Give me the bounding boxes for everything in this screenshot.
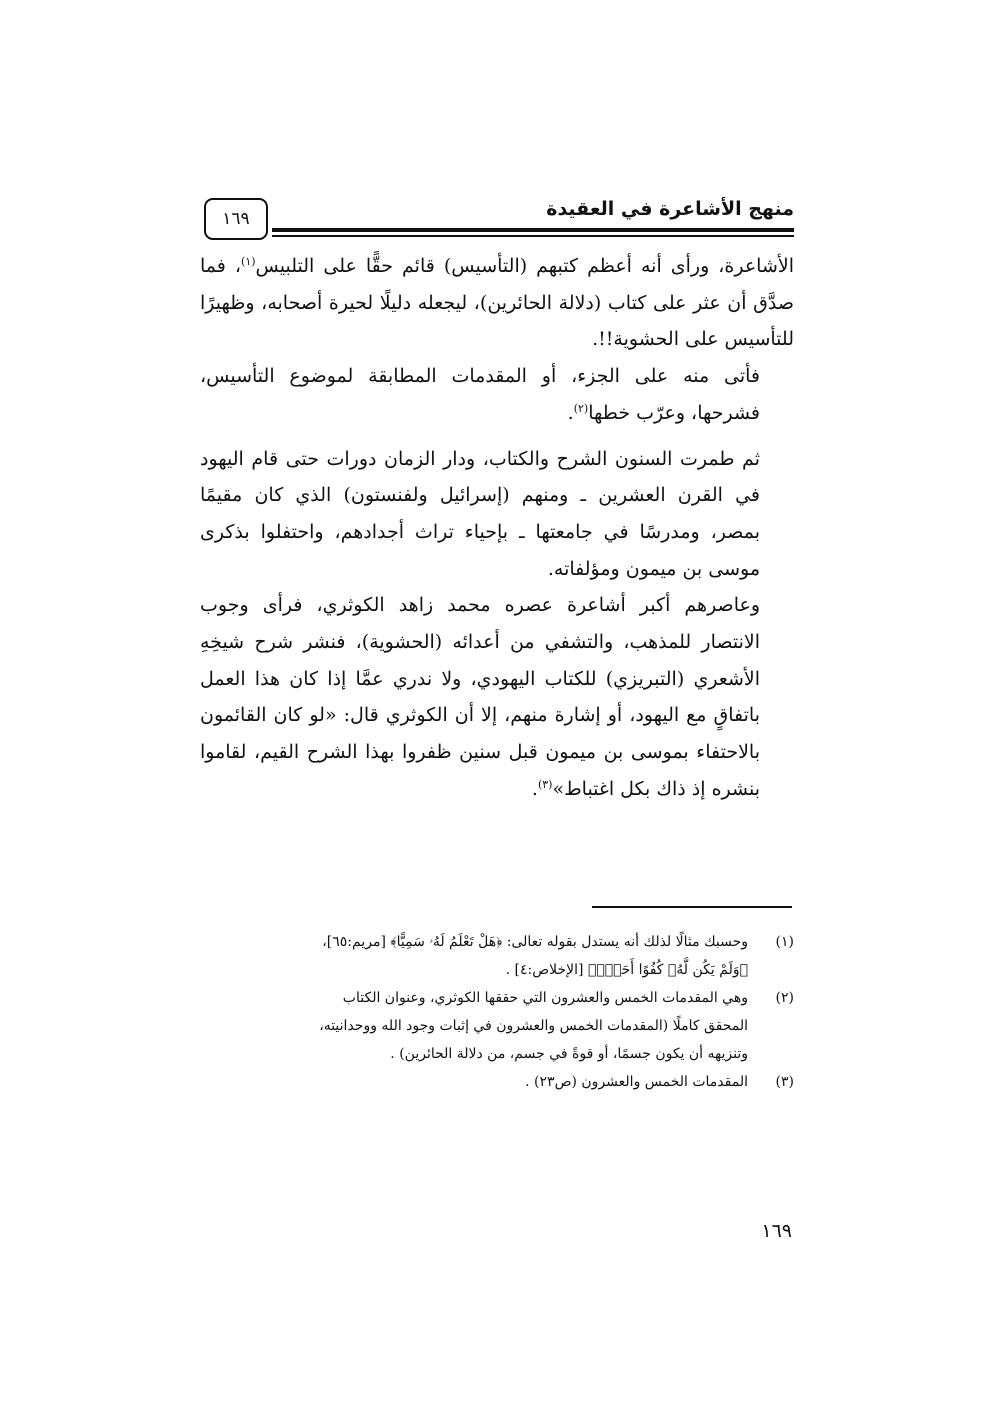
text-line: فأتى منه على الجزء، أو المقدمات المطابقة لموضوع التأسيس،	[200, 365, 760, 388]
text-line: اليهود في القرن العشرين ـ ومنهم (إسرائيل ولفنستون) الذي كان مقيمًا	[200, 447, 760, 507]
footer-page-number: ١٦٩	[761, 1220, 792, 1242]
footnote-number: (٢)	[775, 990, 794, 1006]
footnote-ref-1[interactable]: (١)	[241, 255, 256, 268]
text-line: وجوب الانتصار للمذهب، والتشفي من أعدائه (الحشوية)، فنشر شرح	[200, 594, 760, 654]
main-text	[200, 248, 794, 808]
paragraph-1	[200, 248, 794, 358]
text-line: وعاصرهم أكبر أشاعرة عصره محمد زاهد الكوثري، فرأى	[262, 594, 760, 617]
footnote-number: (١)	[775, 934, 794, 950]
text-line: هذا العمل باتفاقٍ مع اليهود، أو إشارة منهم، إلا أن الكوثري قال: «لو	[200, 667, 761, 727]
text-line: ثم طمرت السنون الشرح والكتاب، ودار الزمان دورات حتى قام	[251, 447, 760, 470]
footnote-ref-3[interactable]: (٣)	[537, 777, 553, 791]
footnote-separator	[592, 906, 792, 908]
footnote-text	[200, 1068, 748, 1096]
footnote-1	[200, 928, 794, 984]
running-title: منهج الأشاعرة في العقيدة	[546, 198, 794, 220]
footnote-3	[200, 1068, 794, 1096]
paragraph-gap	[200, 432, 794, 441]
text-line-end: .	[531, 777, 538, 800]
header-page-number-box	[204, 198, 268, 240]
footnote-line: المقدمات الخمس والعشرون (ص٢٣) .	[525, 1074, 748, 1090]
header-rule-thin	[272, 235, 794, 237]
header-page-number: ١٦٩	[222, 209, 250, 229]
text-line: الأشاعرة، ورأى أنه أعظم كتبهم (التأسيس) قائم حقًّا على التلبيس	[255, 255, 794, 277]
footnote-text	[200, 928, 748, 984]
paragraph-3	[200, 441, 794, 588]
text-line: شيخِهِ الأشعري (التبريزي) للكتاب اليهودي، ولا ندري عمَّا إذا كان	[200, 631, 760, 690]
text-line: كان القائمون بالاحتفاء بموسى بن ميمون قبل سنين ظفروا بهذا الشرح	[200, 704, 760, 764]
text-line-end: .	[567, 401, 574, 424]
footnote-line: وهي المقدمات الخمس والعشرون التي حققها الكوثري، وعنوان الكتاب	[342, 990, 748, 1006]
footnote-2	[200, 984, 794, 1068]
text-line: أصحابه، وظهيرًا للتأسيس على الحشوية!!.	[200, 291, 794, 351]
footnote-ref-2[interactable]: (٢)	[573, 401, 589, 415]
footnote-number: (٣)	[775, 1074, 794, 1090]
paragraph-2	[200, 358, 794, 431]
text-line: فشرحها، وعرّب خطها	[588, 401, 760, 424]
text-line-end: ،	[234, 255, 242, 277]
footnotes	[200, 928, 794, 1096]
text-line: بمصر، ومدرسًا في جامعتها ـ بإحياء تراث أجدادهم، واحتفلوا بذكرى	[200, 520, 760, 543]
footnote-line: وتنزيهه أن يكون جسمًا، أو قوةً في جسم، من دلالة الحائرين) .	[390, 1046, 748, 1062]
text-line: موسى بن ميمون ومؤلفاته.	[547, 557, 760, 580]
header-rule-thick	[272, 228, 794, 232]
text-line: فما صدَّق أن عثر على كتاب (دلالة الحائرين)، ليجعله دليلًا لحيرة	[200, 255, 794, 314]
footnote-line: ﴿وَلَمْ يَكُن لَّهُۥ كُفُوًا أَحَدٌۢ﴾ [الإخلاص:٤] .	[505, 962, 748, 978]
footnote-text	[200, 984, 748, 1068]
text-line: القيم، لقاموا بنشره إذ ذاك بكل اغتباط»	[200, 741, 760, 800]
page-header	[200, 198, 794, 244]
footnote-line: المحقق كاملًا (المقدمات الخمس والعشرون في إثبات وجود الله ووحدانيته،	[319, 1018, 748, 1034]
footnote-line: وحسبك مثالًا لذلك أنه يستدل بقوله تعالى: ﴿هَلْ تَعْلَمُ لَهُۥ سَمِيًّا﴾ [مريم:٦٥]،	[322, 934, 748, 950]
paragraph-4	[200, 587, 794, 807]
